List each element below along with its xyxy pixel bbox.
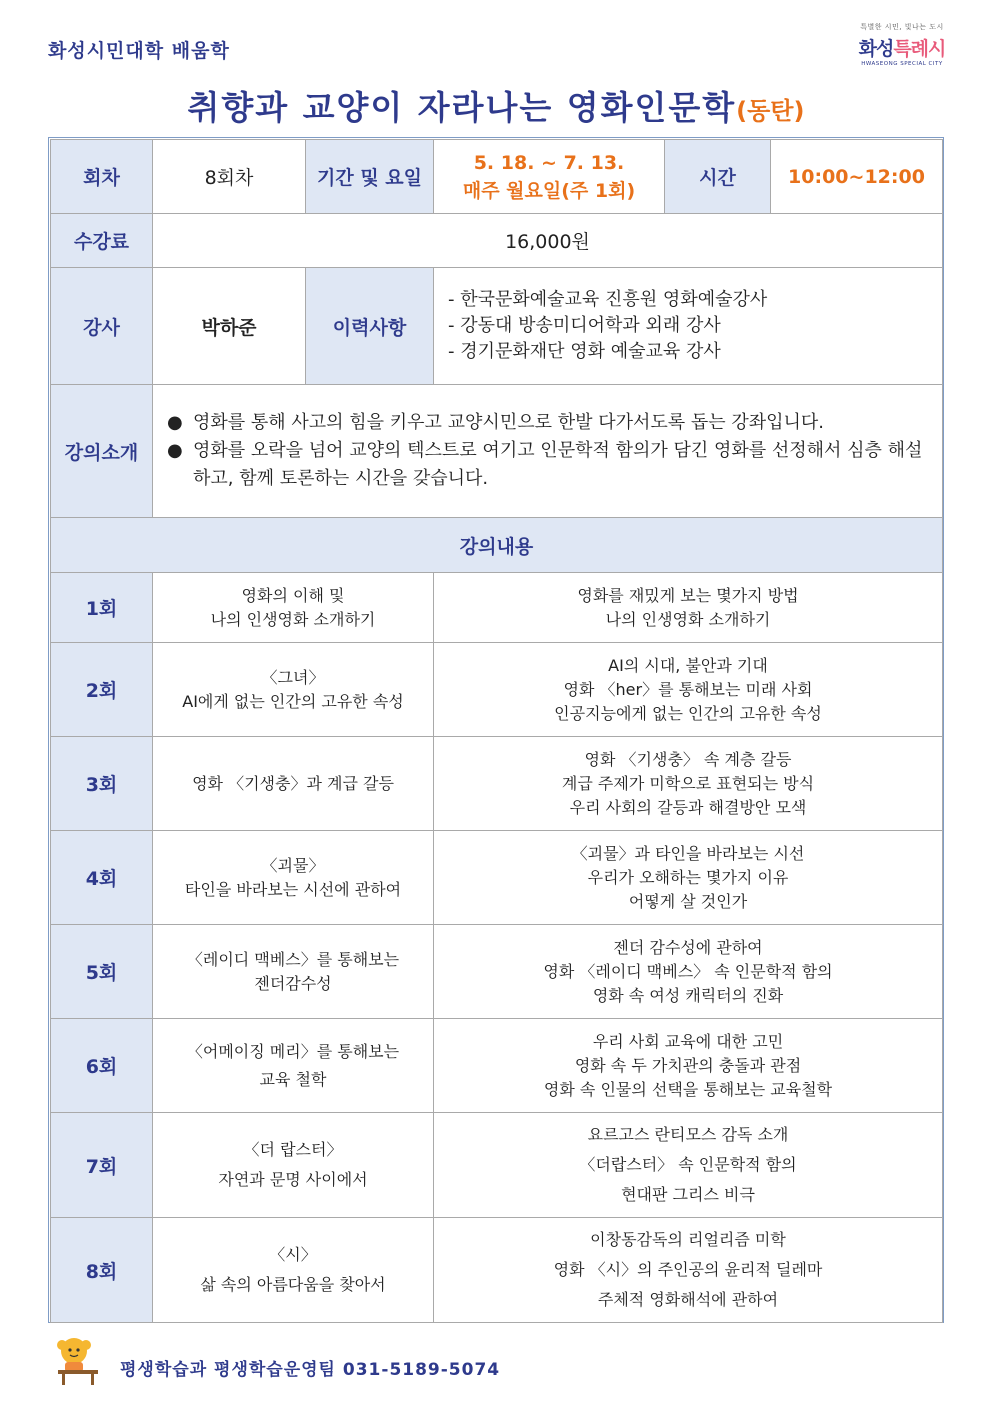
- instructor-value: 박하준: [153, 268, 306, 385]
- table-row: [51, 643, 943, 737]
- session-number: 1회: [51, 573, 153, 643]
- topic-line: 삶 속의 아름다움을 찾아서: [200, 1275, 386, 1294]
- topic-line: 젠더감수성: [254, 973, 332, 993]
- topic-line: 교육 철학: [259, 1069, 327, 1089]
- detail-line: 젠더 감수성에 관하여: [613, 937, 763, 957]
- period-dates: 5. 18. ~ 7. 13.: [473, 151, 625, 174]
- detail-line: 어떻게 살 것인가: [628, 891, 748, 911]
- session-value: 8회차: [153, 140, 306, 214]
- bullet-icon: ●: [167, 412, 183, 433]
- session-topic: [153, 925, 434, 1019]
- detail-line: 우리가 오해하는 몇가지 이유: [587, 867, 789, 887]
- table-row: [51, 573, 943, 643]
- career-list: [434, 268, 943, 385]
- session-detail: [434, 1113, 943, 1218]
- topic-line: 〈괴물〉: [261, 855, 325, 875]
- session-topic: [153, 831, 434, 925]
- detail-line: 인공지능에게 없는 인간의 고유한 속성: [554, 703, 822, 723]
- logo-main-a: 화성: [858, 38, 894, 60]
- fee-label: 수강료: [51, 214, 153, 268]
- session-number: 7회: [51, 1113, 153, 1218]
- org-name: 화성시민대학 배움학: [48, 40, 230, 62]
- topic-line: 나의 인생영화 소개하기: [210, 609, 376, 629]
- session-detail: [434, 573, 943, 643]
- time-label: 시간: [665, 140, 771, 214]
- career-label: 이력사항: [306, 268, 434, 385]
- topic-line: 〈그녀〉: [261, 667, 325, 687]
- session-detail: [434, 1218, 943, 1323]
- intro-label: 강의소개: [51, 385, 153, 518]
- title-suffix: (동탄): [736, 97, 805, 125]
- period-value: [434, 140, 665, 214]
- topic-line: 〈더 랍스터〉: [243, 1140, 343, 1159]
- content-header: 강의내용: [51, 518, 943, 573]
- topic-line: 타인을 바라보는 시선에 관하여: [184, 879, 402, 899]
- period-weekday: 매주 월요일(주 1회): [462, 179, 636, 202]
- session-topic: [153, 737, 434, 831]
- time-value: 10:00~12:00: [771, 140, 943, 214]
- table-row: [51, 925, 943, 1019]
- detail-line: 이창동감독의 리얼리즘 미학: [590, 1230, 786, 1249]
- detail-line: 영화 〈기생충〉 속 계층 갈등: [584, 749, 792, 769]
- session-topic: [153, 1218, 434, 1323]
- detail-line: 영화 속 두 가치관의 충돌과 관점: [574, 1055, 802, 1075]
- detail-line: 우리 사회의 갈등과 해결방안 모색: [569, 797, 807, 817]
- title-text: 취향과 교양이 자라나는 영화인문학: [187, 88, 737, 127]
- topic-line: 영화의 이해 및: [241, 585, 345, 605]
- session-topic: [153, 1019, 434, 1113]
- detail-line: 영화 속 여성 캐릭터의 진화: [592, 985, 784, 1005]
- table-row: [51, 1218, 943, 1323]
- topic-line: AI에게 없는 인간의 고유한 속성: [182, 691, 404, 711]
- detail-line: 나의 인생영화 소개하기: [605, 609, 771, 629]
- session-number: 5회: [51, 925, 153, 1019]
- session-number: 2회: [51, 643, 153, 737]
- detail-line: 요르고스 란티모스 감독 소개: [587, 1125, 789, 1144]
- table-row: [51, 1019, 943, 1113]
- city-logo: [852, 22, 952, 70]
- mascot-icon: [56, 1336, 100, 1386]
- page-title: [0, 82, 992, 129]
- instructor-label: 강사: [51, 268, 153, 385]
- detail-line: 현대판 그리스 비극: [621, 1185, 755, 1204]
- session-detail: [434, 831, 943, 925]
- detail-line: 영화 〈시〉의 주인공의 윤리적 딜레마: [553, 1260, 823, 1279]
- session-detail: [434, 737, 943, 831]
- session-detail: [434, 643, 943, 737]
- detail-line: 〈괴물〉과 타인을 바라보는 시선: [571, 843, 805, 863]
- detail-line: 영화 속 인물의 선택을 통해보는 교육철학: [543, 1079, 833, 1099]
- detail-line: 영화를 재밌게 보는 몇가지 방법: [577, 585, 799, 605]
- session-number: 4회: [51, 831, 153, 925]
- career-item: - 강동대 방송미디어학과 외래 강사: [448, 315, 721, 336]
- session-number: 6회: [51, 1019, 153, 1113]
- logo-main-b: 특례시: [893, 38, 946, 60]
- detail-line: 우리 사회 교육에 대한 고민: [592, 1031, 784, 1051]
- detail-line: 영화 〈her〉를 통해보는 미래 사회: [563, 679, 813, 699]
- footer-contact: 평생학습과 평생학습운영팀 031-5189-5074: [120, 1360, 501, 1380]
- topic-line: 영화 〈기생충〉과 계급 갈등: [192, 773, 394, 793]
- course-table: [48, 137, 944, 1323]
- intro-item-text: 영화를 오락을 넘어 교양의 텍스트로 여기고 인문학적 함의가 담긴 영화를 선정해서 심층 해설하고, 함께 토론하는 시간을 갖습니다.: [193, 440, 923, 489]
- intro-item-text: 영화를 통해 사고의 힘을 키우고 교양시민으로 한발 다가서도록 돕는 강좌입니다.: [193, 412, 825, 433]
- topic-line: 〈시〉: [269, 1245, 317, 1264]
- intro-text: [153, 385, 943, 518]
- bullet-icon: ●: [167, 440, 183, 461]
- session-topic: [153, 1113, 434, 1218]
- session-label: 회차: [51, 140, 153, 214]
- topic-line: 〈어메이징 메리〉를 통해보는: [186, 1041, 400, 1061]
- intro-item: [167, 437, 930, 493]
- career-item: - 한국문화예술교육 진흥원 영화예술강사: [448, 289, 768, 310]
- session-number: 3회: [51, 737, 153, 831]
- table-row: [51, 737, 943, 831]
- period-label: 기간 및 요일: [306, 140, 434, 214]
- session-number: 8회: [51, 1218, 153, 1323]
- session-topic: [153, 573, 434, 643]
- detail-line: 〈더랍스터〉 속 인문학적 함의: [579, 1155, 797, 1174]
- detail-line: 계급 주제가 미학으로 표현되는 방식: [561, 773, 815, 793]
- fee-value: 16,000원: [153, 214, 943, 268]
- intro-item: [167, 409, 930, 437]
- detail-line: 영화 〈레이디 맥베스〉 속 인문학적 함의: [543, 961, 833, 981]
- session-topic: [153, 643, 434, 737]
- table-row: [51, 831, 943, 925]
- session-detail: [434, 925, 943, 1019]
- session-detail: [434, 1019, 943, 1113]
- detail-line: 주체적 영화해석에 관하여: [597, 1290, 779, 1309]
- topic-line: 자연과 문명 사이에서: [218, 1170, 368, 1189]
- detail-line: AI의 시대, 불안과 기대: [608, 655, 768, 675]
- career-item: - 경기문화재단 영화 예술교육 강사: [448, 341, 721, 362]
- logo-sub: HWASEONG SPECIAL CITY: [861, 61, 943, 67]
- logo-slogan: 특별한 시민, 빛나는 도시: [860, 23, 944, 31]
- logo-main: [852, 34, 952, 61]
- table-row: [51, 1113, 943, 1218]
- topic-line: 〈레이디 맥베스〉를 통해보는: [186, 949, 400, 969]
